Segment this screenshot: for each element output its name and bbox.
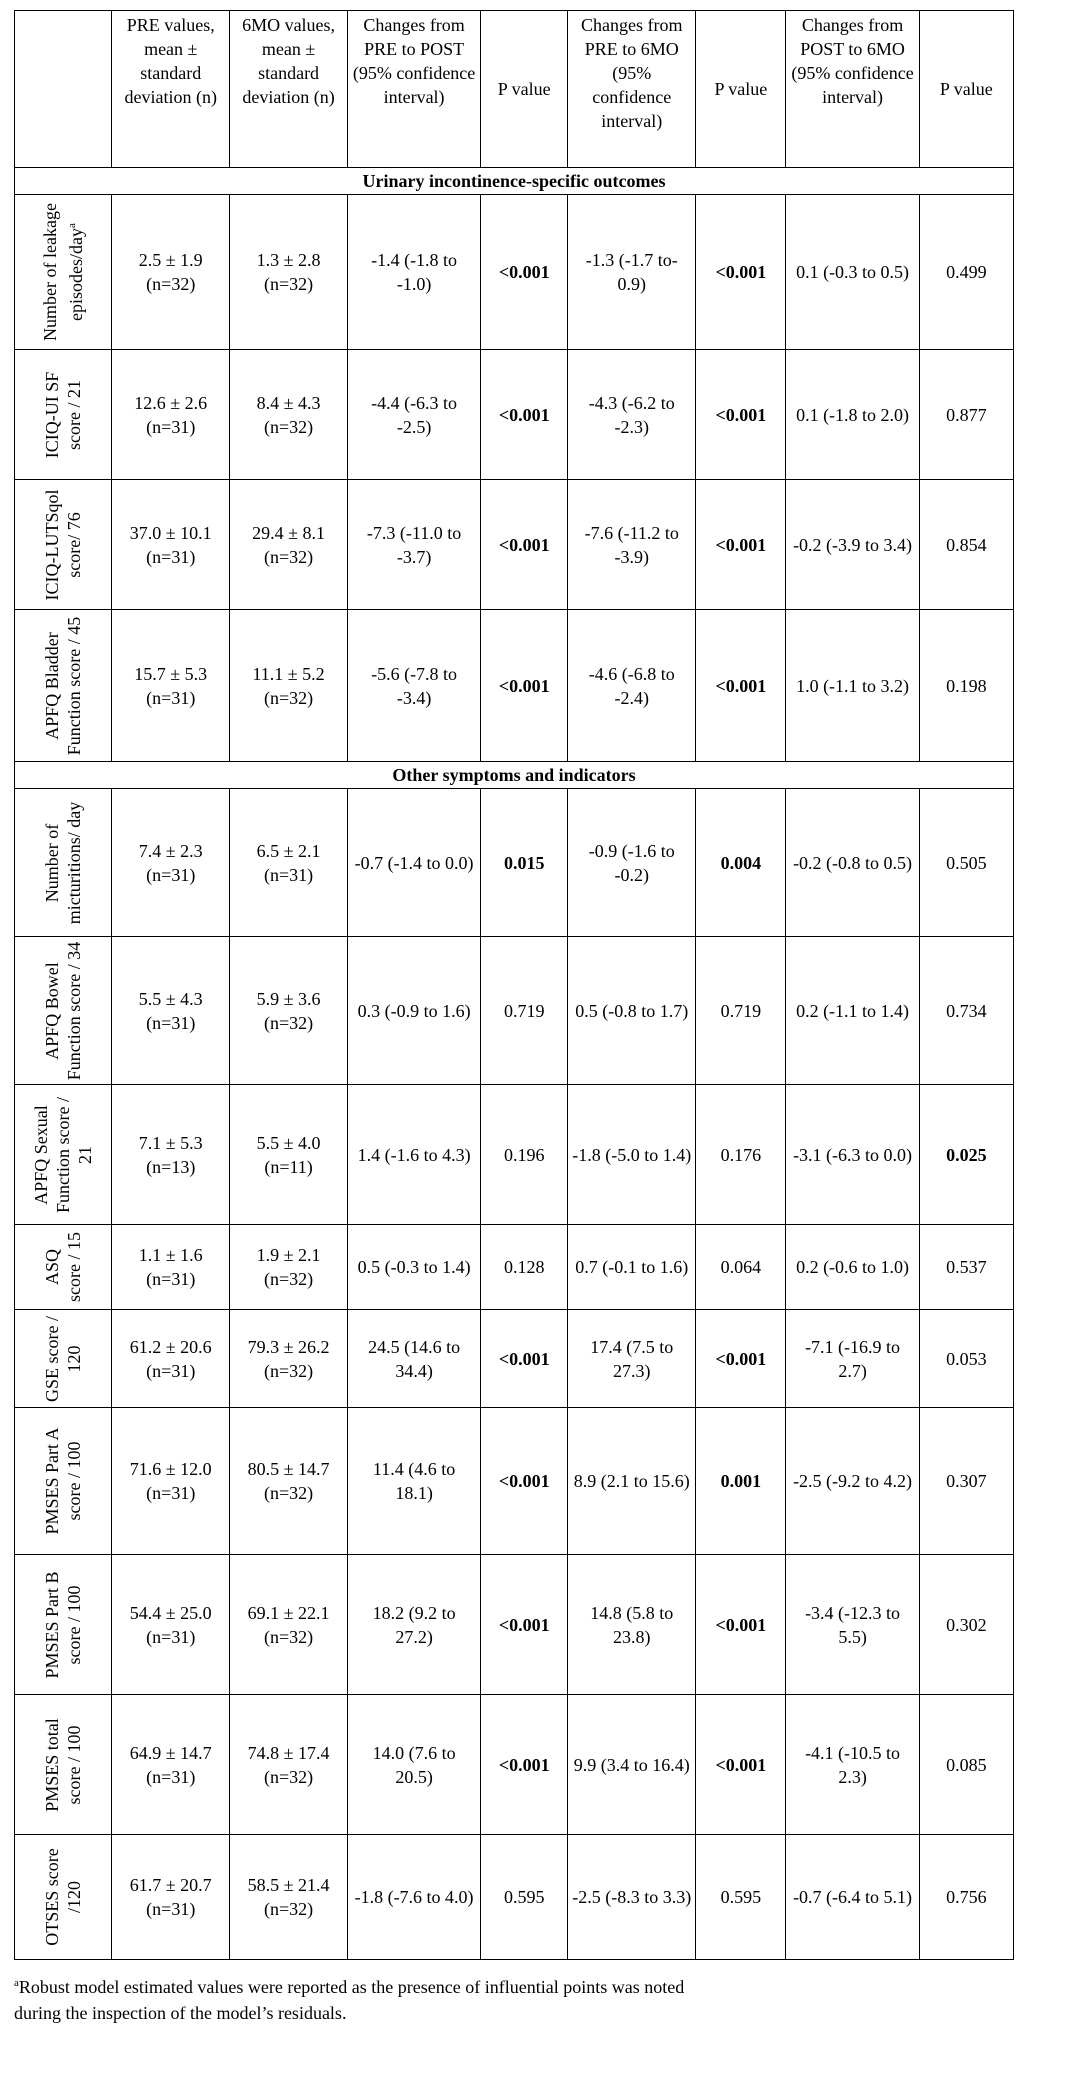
row-label-text: ICIQ-LUTSqol score/ 76: [42, 489, 85, 600]
change-pre-6mo: -1.3 (-1.7 to-0.9): [568, 195, 696, 350]
p-value-pre-6mo: <0.001: [696, 1695, 786, 1835]
pre-value: 71.6 ± 12.0 (n=31): [112, 1408, 230, 1555]
table-row: [15, 789, 1014, 937]
pre-value: 64.9 ± 14.7 (n=31): [112, 1695, 230, 1835]
6mo-value: 5.9 ± 3.6 (n=32): [230, 937, 348, 1085]
p-value-pre-6mo: 0.176: [696, 1085, 786, 1225]
table-row: [15, 1835, 1014, 1960]
section-row: [15, 762, 1014, 789]
pre-value: 7.4 ± 2.3 (n=31): [112, 789, 230, 937]
row-label-cell: [15, 789, 112, 937]
6mo-value: 6.5 ± 2.1 (n=31): [230, 789, 348, 937]
6mo-value: 29.4 ± 8.1 (n=32): [230, 480, 348, 610]
row-label: [30, 1089, 96, 1221]
row-label: [41, 1839, 85, 1956]
p-value-post-6mo: 0.505: [919, 789, 1013, 937]
change-pre-6mo: 9.9 (3.4 to 16.4): [568, 1695, 696, 1835]
change-pre-post: 18.2 (9.2 to 27.2): [347, 1555, 480, 1695]
row-label: [41, 1314, 85, 1404]
p-value-pre-post: 0.015: [481, 789, 568, 937]
change-post-6mo: 0.2 (-0.6 to 1.0): [786, 1225, 919, 1310]
p-value-post-6mo: 0.025: [919, 1085, 1013, 1225]
p-value-post-6mo: 0.756: [919, 1835, 1013, 1960]
p-value-pre-6mo: <0.001: [696, 610, 786, 762]
6mo-value: 80.5 ± 14.7 (n=32): [230, 1408, 348, 1555]
change-post-6mo: 1.0 (-1.1 to 3.2): [786, 610, 919, 762]
p-value-pre-post: <0.001: [481, 480, 568, 610]
p-value-post-6mo: 0.877: [919, 350, 1013, 480]
pre-value: 61.7 ± 20.7 (n=31): [112, 1835, 230, 1960]
row-label-cell: [15, 937, 112, 1085]
row-label-cell: [15, 350, 112, 480]
pre-value: 15.7 ± 5.3 (n=31): [112, 610, 230, 762]
row-label: [41, 484, 85, 606]
change-pre-6mo: 14.8 (5.8 to 23.8): [568, 1555, 696, 1695]
row-label: [41, 793, 85, 933]
row-label-cell: [15, 1555, 112, 1695]
p-value-post-6mo: 0.537: [919, 1225, 1013, 1310]
p-value-pre-6mo: 0.001: [696, 1408, 786, 1555]
footnote: [14, 1970, 1054, 2026]
change-post-6mo: -0.7 (-6.4 to 5.1): [786, 1835, 919, 1960]
row-label-cell: [15, 195, 112, 350]
header-p2: P value: [696, 11, 786, 168]
p-value-post-6mo: 0.734: [919, 937, 1013, 1085]
change-post-6mo: 0.2 (-1.1 to 1.4): [786, 937, 919, 1085]
row-label-text: APFQ Bladder Function score / 45: [42, 616, 85, 755]
pre-value: 5.5 ± 4.3 (n=31): [112, 937, 230, 1085]
footnote-line-1: [14, 1970, 1054, 2000]
6mo-value: 79.3 ± 26.2 (n=32): [230, 1310, 348, 1408]
section-title: Urinary incontinence-specific outcomes: [15, 168, 1014, 195]
row-label-text: ASQ score / 15: [42, 1232, 85, 1302]
p-value-pre-post: <0.001: [481, 1555, 568, 1695]
pre-value: 54.4 ± 25.0 (n=31): [112, 1555, 230, 1695]
row-label-cell: [15, 1695, 112, 1835]
pre-value: 1.1 ± 1.6 (n=31): [112, 1225, 230, 1310]
footnote-line-2: during the inspection of the model’s residuals.: [14, 2003, 347, 2023]
row-label-text: PMSES total score / 100: [42, 1717, 85, 1812]
6mo-value: 5.5 ± 4.0 (n=11): [230, 1085, 348, 1225]
row-label-text: GSE score / 120: [42, 1315, 85, 1402]
6mo-value: 1.9 ± 2.1 (n=32): [230, 1225, 348, 1310]
p-value-pre-6mo: <0.001: [696, 1310, 786, 1408]
p-value-pre-6mo: <0.001: [696, 195, 786, 350]
row-label-cell: [15, 1085, 112, 1225]
change-pre-post: 14.0 (7.6 to 20.5): [347, 1695, 480, 1835]
row-label: [41, 614, 85, 758]
change-post-6mo: 0.1 (-0.3 to 0.5): [786, 195, 919, 350]
row-label-text: ICIQ-UI SF score / 21: [42, 371, 85, 458]
results-table: [14, 10, 1014, 1960]
p-value-pre-post: 0.196: [481, 1085, 568, 1225]
footnote-text-1: Robust model estimated values were reported as the presence of influential points was noted: [18, 1977, 685, 1997]
change-pre-post: -7.3 (-11.0 to -3.7): [347, 480, 480, 610]
table-row: [15, 480, 1014, 610]
p-value-post-6mo: 0.302: [919, 1555, 1013, 1695]
table-row: [15, 350, 1014, 480]
p-value-pre-6mo: <0.001: [696, 480, 786, 610]
row-label-cell: [15, 1835, 112, 1960]
table-row: [15, 937, 1014, 1085]
6mo-value: 74.8 ± 17.4 (n=32): [230, 1695, 348, 1835]
row-label-text: PMSES Part A score / 100: [42, 1427, 85, 1535]
6mo-value: 1.3 ± 2.8 (n=32): [230, 195, 348, 350]
results-table-container: [14, 10, 1014, 1960]
6mo-value: 11.1 ± 5.2 (n=32): [230, 610, 348, 762]
change-post-6mo: -7.1 (-16.9 to 2.7): [786, 1310, 919, 1408]
p-value-pre-6mo: 0.595: [696, 1835, 786, 1960]
change-pre-post: 24.5 (14.6 to 34.4): [347, 1310, 480, 1408]
header-change-post-6mo: Changes from POST to 6MO (95% confidence interval): [786, 11, 919, 168]
change-pre-post: -4.4 (-6.3 to -2.5): [347, 350, 480, 480]
p-value-pre-6mo: 0.004: [696, 789, 786, 937]
p-value-pre-post: <0.001: [481, 610, 568, 762]
row-label: [41, 941, 85, 1081]
header-change-pre-6mo: Changes from PRE to 6MO (95% confidence interval): [568, 11, 696, 168]
table-row: [15, 1225, 1014, 1310]
p-value-pre-6mo: <0.001: [696, 350, 786, 480]
pre-value: 12.6 ± 2.6 (n=31): [112, 350, 230, 480]
p-value-pre-post: 0.128: [481, 1225, 568, 1310]
p-value-pre-post: <0.001: [481, 195, 568, 350]
change-pre-6mo: -1.8 (-5.0 to 1.4): [568, 1085, 696, 1225]
row-label-text: APFQ Bowel Function score / 34: [42, 941, 85, 1080]
header-row: [15, 11, 1014, 168]
change-post-6mo: -0.2 (-3.9 to 3.4): [786, 480, 919, 610]
header-blank: [15, 11, 112, 168]
change-pre-6mo: 8.9 (2.1 to 15.6): [568, 1408, 696, 1555]
header-change-pre-post: Changes from PRE to POST (95% confidence interval): [347, 11, 480, 168]
section-title: Other symptoms and indicators: [15, 762, 1014, 789]
row-label: [41, 1559, 85, 1691]
section-row: [15, 168, 1014, 195]
table-row: [15, 1555, 1014, 1695]
6mo-value: 69.1 ± 22.1 (n=32): [230, 1555, 348, 1695]
p-value-pre-6mo: 0.064: [696, 1225, 786, 1310]
change-pre-post: -1.4 (-1.8 to -1.0): [347, 195, 480, 350]
row-label-text: Number of micturitions/ day: [42, 801, 85, 924]
row-label-cell: [15, 480, 112, 610]
footnote-marker: a: [14, 1977, 19, 1989]
row-label: [39, 199, 87, 346]
row-label-sup: a: [66, 223, 79, 228]
change-pre-6mo: -0.9 (-1.6 to -0.2): [568, 789, 696, 937]
p-value-pre-post: <0.001: [481, 1310, 568, 1408]
change-pre-post: 0.3 (-0.9 to 1.6): [347, 937, 480, 1085]
row-label-text: APFQ Sexual Function score / 21: [31, 1096, 96, 1213]
row-label-text: PMSES Part B score / 100: [42, 1570, 85, 1679]
change-pre-6mo: 0.7 (-0.1 to 1.6): [568, 1225, 696, 1310]
row-label-cell: [15, 1225, 112, 1310]
table-row: [15, 1408, 1014, 1555]
row-label: [41, 1229, 85, 1306]
change-pre-6mo: -7.6 (-11.2 to -3.9): [568, 480, 696, 610]
p-value-pre-post: <0.001: [481, 350, 568, 480]
p-value-post-6mo: 0.085: [919, 1695, 1013, 1835]
change-pre-6mo: -2.5 (-8.3 to 3.3): [568, 1835, 696, 1960]
change-pre-post: 11.4 (4.6 to 18.1): [347, 1408, 480, 1555]
table-row: [15, 1695, 1014, 1835]
change-post-6mo: -0.2 (-0.8 to 0.5): [786, 789, 919, 937]
row-label-cell: [15, 1408, 112, 1555]
row-label: [41, 1699, 85, 1831]
6mo-value: 8.4 ± 4.3 (n=32): [230, 350, 348, 480]
change-post-6mo: -3.4 (-12.3 to 5.5): [786, 1555, 919, 1695]
table-row: [15, 1310, 1014, 1408]
header-6mo: 6MO values, mean ± standard deviation (n): [230, 11, 348, 168]
header-p3: P value: [919, 11, 1013, 168]
change-pre-6mo: -4.3 (-6.2 to -2.3): [568, 350, 696, 480]
table-row: [15, 1085, 1014, 1225]
pre-value: 7.1 ± 5.3 (n=13): [112, 1085, 230, 1225]
p-value-pre-6mo: 0.719: [696, 937, 786, 1085]
row-label: [41, 1412, 85, 1551]
header-pre: PRE values, mean ± standard deviation (n): [112, 11, 230, 168]
row-label-text: OTSES score /120: [42, 1848, 85, 1946]
pre-value: 2.5 ± 1.9 (n=32): [112, 195, 230, 350]
row-label-cell: [15, 610, 112, 762]
pre-value: 61.2 ± 20.6 (n=31): [112, 1310, 230, 1408]
change-pre-6mo: 17.4 (7.5 to 27.3): [568, 1310, 696, 1408]
header-p1: P value: [481, 11, 568, 168]
change-pre-6mo: -4.6 (-6.8 to -2.4): [568, 610, 696, 762]
p-value-post-6mo: 0.307: [919, 1408, 1013, 1555]
p-value-pre-6mo: <0.001: [696, 1555, 786, 1695]
change-post-6mo: -4.1 (-10.5 to 2.3): [786, 1695, 919, 1835]
p-value-post-6mo: 0.854: [919, 480, 1013, 610]
p-value-post-6mo: 0.499: [919, 195, 1013, 350]
row-label-cell: [15, 1310, 112, 1408]
6mo-value: 58.5 ± 21.4 (n=32): [230, 1835, 348, 1960]
row-label: [41, 354, 85, 476]
p-value-pre-post: <0.001: [481, 1408, 568, 1555]
table-row: [15, 195, 1014, 350]
change-post-6mo: -2.5 (-9.2 to 4.2): [786, 1408, 919, 1555]
change-pre-post: 0.5 (-0.3 to 1.4): [347, 1225, 480, 1310]
p-value-pre-post: 0.719: [481, 937, 568, 1085]
change-pre-post: -1.8 (-7.6 to 4.0): [347, 1835, 480, 1960]
change-post-6mo: 0.1 (-1.8 to 2.0): [786, 350, 919, 480]
change-pre-post: -5.6 (-7.8 to -3.4): [347, 610, 480, 762]
change-pre-post: -0.7 (-1.4 to 0.0): [347, 789, 480, 937]
change-post-6mo: -3.1 (-6.3 to 0.0): [786, 1085, 919, 1225]
p-value-post-6mo: 0.053: [919, 1310, 1013, 1408]
change-pre-post: 1.4 (-1.6 to 4.3): [347, 1085, 480, 1225]
pre-value: 37.0 ± 10.1 (n=31): [112, 480, 230, 610]
p-value-pre-post: <0.001: [481, 1695, 568, 1835]
table-row: [15, 610, 1014, 762]
p-value-post-6mo: 0.198: [919, 610, 1013, 762]
p-value-pre-post: 0.595: [481, 1835, 568, 1960]
row-label-text: Number of leakage episodes/day: [40, 203, 87, 341]
change-pre-6mo: 0.5 (-0.8 to 1.7): [568, 937, 696, 1085]
